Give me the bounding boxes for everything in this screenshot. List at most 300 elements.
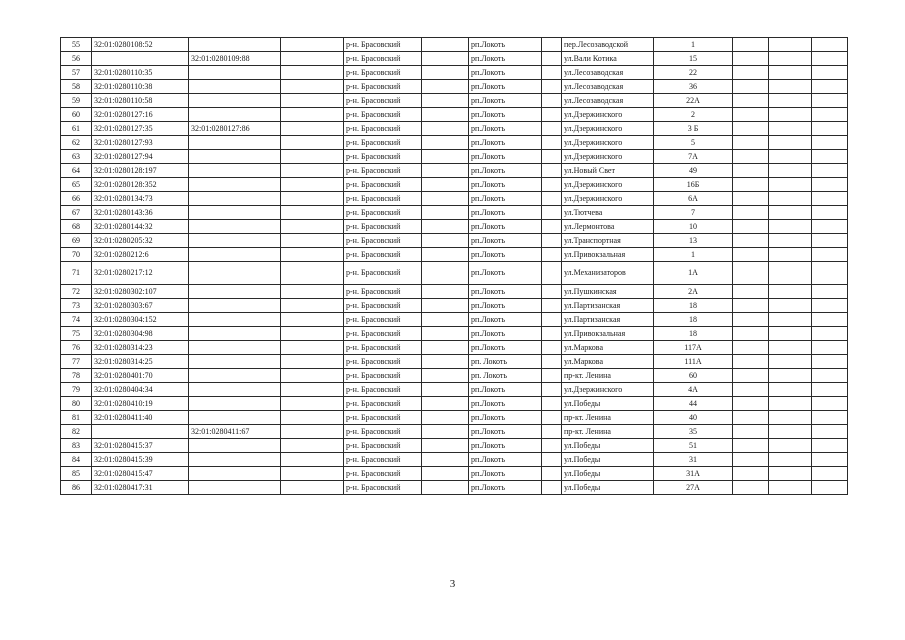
district-name: р-н. Брасовский xyxy=(344,285,422,299)
house-number: 18 xyxy=(654,313,733,327)
empty-cell xyxy=(733,397,769,411)
street-name: ул.Лермонтова xyxy=(562,220,654,234)
row-number: 78 xyxy=(61,369,92,383)
row-number: 80 xyxy=(61,397,92,411)
table-row xyxy=(61,411,848,425)
district-name: р-н. Брасовский xyxy=(344,467,422,481)
house-number: 36 xyxy=(654,80,733,94)
empty-cell xyxy=(281,411,344,425)
table-row xyxy=(61,206,848,220)
house-number: 31А xyxy=(654,467,733,481)
row-number: 84 xyxy=(61,453,92,467)
empty-cell xyxy=(281,453,344,467)
empty-cell xyxy=(733,52,769,66)
district-name: р-н. Брасовский xyxy=(344,94,422,108)
empty-cell xyxy=(542,80,562,94)
empty-cell xyxy=(281,136,344,150)
empty-cell xyxy=(542,164,562,178)
empty-cell xyxy=(733,285,769,299)
empty-cell xyxy=(422,66,469,80)
table-row xyxy=(61,383,848,397)
empty-cell xyxy=(769,327,812,341)
building-cadastral-number xyxy=(189,66,281,80)
district-name: р-н. Брасовский xyxy=(344,262,422,285)
empty-cell xyxy=(812,313,848,327)
empty-cell xyxy=(281,206,344,220)
table-row xyxy=(61,439,848,453)
empty-cell xyxy=(733,369,769,383)
empty-cell xyxy=(422,80,469,94)
cadastral-number: 32:01:0280143:36 xyxy=(92,206,189,220)
settlement-name: рп.Локоть xyxy=(469,285,542,299)
building-cadastral-number xyxy=(189,383,281,397)
table-row xyxy=(61,327,848,341)
empty-cell xyxy=(281,369,344,383)
row-number: 69 xyxy=(61,234,92,248)
house-number: 111А xyxy=(654,355,733,369)
street-name: ул.Транспортная xyxy=(562,234,654,248)
empty-cell xyxy=(542,66,562,80)
empty-cell xyxy=(542,355,562,369)
building-cadastral-number xyxy=(189,467,281,481)
settlement-name: рп.Локоть xyxy=(469,38,542,52)
house-number: 15 xyxy=(654,52,733,66)
building-cadastral-number xyxy=(189,94,281,108)
row-number: 63 xyxy=(61,150,92,164)
settlement-name: рп.Локоть xyxy=(469,164,542,178)
house-number: 60 xyxy=(654,369,733,383)
empty-cell xyxy=(542,425,562,439)
building-cadastral-number xyxy=(189,453,281,467)
empty-cell xyxy=(422,136,469,150)
settlement-name: рп.Локоть xyxy=(469,439,542,453)
empty-cell xyxy=(812,122,848,136)
district-name: р-н. Брасовский xyxy=(344,150,422,164)
building-cadastral-number xyxy=(189,411,281,425)
empty-cell xyxy=(281,108,344,122)
settlement-name: рп.Локоть xyxy=(469,481,542,495)
row-number: 82 xyxy=(61,425,92,439)
row-number: 77 xyxy=(61,355,92,369)
empty-cell xyxy=(769,341,812,355)
empty-cell xyxy=(733,411,769,425)
settlement-name: рп.Локоть xyxy=(469,467,542,481)
district-name: р-н. Брасовский xyxy=(344,52,422,66)
cadastral-number: 32:01:0280110:58 xyxy=(92,94,189,108)
cadastral-number: 32:01:0280128:352 xyxy=(92,178,189,192)
empty-cell xyxy=(281,66,344,80)
empty-cell xyxy=(542,206,562,220)
house-number: 1 xyxy=(654,38,733,52)
empty-cell xyxy=(281,285,344,299)
district-name: р-н. Брасовский xyxy=(344,341,422,355)
house-number: 1 xyxy=(654,248,733,262)
empty-cell xyxy=(769,383,812,397)
empty-cell xyxy=(281,383,344,397)
empty-cell xyxy=(542,383,562,397)
empty-cell xyxy=(422,178,469,192)
settlement-name: рп.Локоть xyxy=(469,383,542,397)
district-name: р-н. Брасовский xyxy=(344,38,422,52)
empty-cell xyxy=(281,425,344,439)
empty-cell xyxy=(422,206,469,220)
empty-cell xyxy=(281,38,344,52)
table-row xyxy=(61,66,848,80)
empty-cell xyxy=(422,108,469,122)
table-row xyxy=(61,164,848,178)
cadastral-number: 32:01:0280415:47 xyxy=(92,467,189,481)
empty-cell xyxy=(769,411,812,425)
house-number: 2А xyxy=(654,285,733,299)
empty-cell xyxy=(542,327,562,341)
row-number: 79 xyxy=(61,383,92,397)
district-name: р-н. Брасовский xyxy=(344,355,422,369)
empty-cell xyxy=(281,178,344,192)
row-number: 70 xyxy=(61,248,92,262)
settlement-name: рп.Локоть xyxy=(469,66,542,80)
building-cadastral-number xyxy=(189,355,281,369)
row-number: 65 xyxy=(61,178,92,192)
empty-cell xyxy=(422,299,469,313)
table-row xyxy=(61,178,848,192)
cadastral-number: 32:01:0280212:6 xyxy=(92,248,189,262)
empty-cell xyxy=(422,383,469,397)
empty-cell xyxy=(422,453,469,467)
table-row xyxy=(61,248,848,262)
empty-cell xyxy=(769,150,812,164)
building-cadastral-number xyxy=(189,313,281,327)
empty-cell xyxy=(769,262,812,285)
building-cadastral-number: 32:01:0280109:88 xyxy=(189,52,281,66)
street-name: ул.Дзержинского xyxy=(562,136,654,150)
table-row xyxy=(61,122,848,136)
cadastral-number: 32:01:0280127:35 xyxy=(92,122,189,136)
empty-cell xyxy=(733,94,769,108)
empty-cell xyxy=(542,234,562,248)
row-number: 74 xyxy=(61,313,92,327)
row-number: 61 xyxy=(61,122,92,136)
house-number: 4А xyxy=(654,383,733,397)
building-cadastral-number xyxy=(189,397,281,411)
empty-cell xyxy=(422,369,469,383)
cadastral-number: 32:01:0280108:52 xyxy=(92,38,189,52)
cadastral-number: 32:01:0280304:152 xyxy=(92,313,189,327)
settlement-name: рп. Локоть xyxy=(469,355,542,369)
empty-cell xyxy=(812,453,848,467)
empty-cell xyxy=(422,150,469,164)
empty-cell xyxy=(733,327,769,341)
empty-cell xyxy=(769,369,812,383)
empty-cell xyxy=(542,136,562,150)
empty-cell xyxy=(281,94,344,108)
street-name: ул.Победы xyxy=(562,453,654,467)
building-cadastral-number xyxy=(189,150,281,164)
empty-cell xyxy=(733,313,769,327)
building-cadastral-number xyxy=(189,38,281,52)
street-name: ул.Маркова xyxy=(562,341,654,355)
empty-cell xyxy=(542,178,562,192)
cadastral-number: 32:01:0280314:23 xyxy=(92,341,189,355)
cadastral-number: 32:01:0280127:94 xyxy=(92,150,189,164)
settlement-name: рп.Локоть xyxy=(469,150,542,164)
empty-cell xyxy=(733,383,769,397)
street-name: пер.Лесозаводской xyxy=(562,38,654,52)
district-name: р-н. Брасовский xyxy=(344,178,422,192)
building-cadastral-number xyxy=(189,439,281,453)
parcel-table xyxy=(60,37,848,495)
row-number: 83 xyxy=(61,439,92,453)
district-name: р-н. Брасовский xyxy=(344,369,422,383)
row-number: 68 xyxy=(61,220,92,234)
settlement-name: рп.Локоть xyxy=(469,327,542,341)
empty-cell xyxy=(422,262,469,285)
district-name: р-н. Брасовский xyxy=(344,66,422,80)
empty-cell xyxy=(422,122,469,136)
building-cadastral-number xyxy=(189,192,281,206)
district-name: р-н. Брасовский xyxy=(344,80,422,94)
empty-cell xyxy=(812,341,848,355)
empty-cell xyxy=(812,192,848,206)
empty-cell xyxy=(733,80,769,94)
empty-cell xyxy=(733,248,769,262)
cadastral-number: 32:01:0280144:32 xyxy=(92,220,189,234)
empty-cell xyxy=(812,80,848,94)
empty-cell xyxy=(812,299,848,313)
district-name: р-н. Брасовский xyxy=(344,122,422,136)
empty-cell xyxy=(542,192,562,206)
table-row xyxy=(61,94,848,108)
empty-cell xyxy=(422,327,469,341)
building-cadastral-number xyxy=(189,285,281,299)
settlement-name: рп.Локоть xyxy=(469,453,542,467)
building-cadastral-number xyxy=(189,299,281,313)
empty-cell xyxy=(422,192,469,206)
building-cadastral-number xyxy=(189,341,281,355)
house-number: 35 xyxy=(654,425,733,439)
empty-cell xyxy=(769,248,812,262)
street-name: ул.Победы xyxy=(562,481,654,495)
empty-cell xyxy=(542,313,562,327)
house-number: 51 xyxy=(654,439,733,453)
settlement-name: рп.Локоть xyxy=(469,411,542,425)
settlement-name: рп.Локоть xyxy=(469,299,542,313)
building-cadastral-number xyxy=(189,206,281,220)
table-row xyxy=(61,220,848,234)
empty-cell xyxy=(812,262,848,285)
row-number: 67 xyxy=(61,206,92,220)
table-row xyxy=(61,262,848,285)
empty-cell xyxy=(733,178,769,192)
table-row xyxy=(61,80,848,94)
row-number: 58 xyxy=(61,80,92,94)
table-row xyxy=(61,481,848,495)
empty-cell xyxy=(422,467,469,481)
cadastral-number: 32:01:0280404:34 xyxy=(92,383,189,397)
empty-cell xyxy=(281,234,344,248)
table-row xyxy=(61,38,848,52)
empty-cell xyxy=(542,411,562,425)
settlement-name: рп.Локоть xyxy=(469,397,542,411)
empty-cell xyxy=(812,355,848,369)
empty-cell xyxy=(733,341,769,355)
empty-cell xyxy=(733,192,769,206)
building-cadastral-number xyxy=(189,108,281,122)
empty-cell xyxy=(733,481,769,495)
empty-cell xyxy=(422,164,469,178)
empty-cell xyxy=(542,467,562,481)
settlement-name: рп.Локоть xyxy=(469,248,542,262)
settlement-name: рп.Локоть xyxy=(469,262,542,285)
cadastral-number: 32:01:0280127:93 xyxy=(92,136,189,150)
empty-cell xyxy=(769,285,812,299)
settlement-name: рп.Локоть xyxy=(469,220,542,234)
building-cadastral-number xyxy=(189,369,281,383)
building-cadastral-number: 32:01:0280127:86 xyxy=(189,122,281,136)
empty-cell xyxy=(769,192,812,206)
building-cadastral-number xyxy=(189,481,281,495)
table-row xyxy=(61,425,848,439)
cadastral-number: 32:01:0280110:35 xyxy=(92,66,189,80)
empty-cell xyxy=(812,481,848,495)
house-number: 40 xyxy=(654,411,733,425)
empty-cell xyxy=(281,313,344,327)
building-cadastral-number xyxy=(189,136,281,150)
empty-cell xyxy=(281,262,344,285)
empty-cell xyxy=(812,411,848,425)
table-row xyxy=(61,453,848,467)
empty-cell xyxy=(733,108,769,122)
empty-cell xyxy=(769,52,812,66)
street-name: ул.Дзержинского xyxy=(562,178,654,192)
district-name: р-н. Брасовский xyxy=(344,234,422,248)
cadastral-number: 32:01:0280303:67 xyxy=(92,299,189,313)
empty-cell xyxy=(733,467,769,481)
empty-cell xyxy=(733,355,769,369)
empty-cell xyxy=(812,206,848,220)
empty-cell xyxy=(281,220,344,234)
row-number: 56 xyxy=(61,52,92,66)
empty-cell xyxy=(812,52,848,66)
street-name: ул.Тютчева xyxy=(562,206,654,220)
empty-cell xyxy=(769,108,812,122)
street-name: ул.Партизанская xyxy=(562,299,654,313)
house-number: 27А xyxy=(654,481,733,495)
street-name: ул.Дзержинского xyxy=(562,108,654,122)
empty-cell xyxy=(281,248,344,262)
settlement-name: рп.Локоть xyxy=(469,108,542,122)
empty-cell xyxy=(812,108,848,122)
district-name: р-н. Брасовский xyxy=(344,192,422,206)
street-name: ул.Лесозаводская xyxy=(562,80,654,94)
district-name: р-н. Брасовский xyxy=(344,248,422,262)
cadastral-number: 32:01:0280314:25 xyxy=(92,355,189,369)
street-name: пр-кт. Ленина xyxy=(562,411,654,425)
cadastral-number: 32:01:0280302:107 xyxy=(92,285,189,299)
empty-cell xyxy=(281,52,344,66)
empty-cell xyxy=(542,453,562,467)
house-number: 18 xyxy=(654,327,733,341)
empty-cell xyxy=(812,425,848,439)
table-row xyxy=(61,299,848,313)
empty-cell xyxy=(733,38,769,52)
cadastral-number xyxy=(92,425,189,439)
empty-cell xyxy=(812,220,848,234)
empty-cell xyxy=(733,453,769,467)
cadastral-number: 32:01:0280415:39 xyxy=(92,453,189,467)
empty-cell xyxy=(733,136,769,150)
house-number: 18 xyxy=(654,299,733,313)
street-name: ул.Дзержинского xyxy=(562,122,654,136)
empty-cell xyxy=(281,481,344,495)
empty-cell xyxy=(542,94,562,108)
cadastral-number: 32:01:0280417:31 xyxy=(92,481,189,495)
house-number: 22А xyxy=(654,94,733,108)
settlement-name: рп.Локоть xyxy=(469,136,542,150)
street-name: ул.Партизанская xyxy=(562,313,654,327)
street-name: ул.Вали Котика xyxy=(562,52,654,66)
row-number: 71 xyxy=(61,262,92,285)
cadastral-number: 32:01:0280205:32 xyxy=(92,234,189,248)
empty-cell xyxy=(422,341,469,355)
empty-cell xyxy=(812,150,848,164)
row-number: 72 xyxy=(61,285,92,299)
street-name: ул.Дзержинского xyxy=(562,150,654,164)
row-number: 73 xyxy=(61,299,92,313)
empty-cell xyxy=(769,66,812,80)
empty-cell xyxy=(733,206,769,220)
district-name: р-н. Брасовский xyxy=(344,425,422,439)
empty-cell xyxy=(769,206,812,220)
empty-cell xyxy=(812,164,848,178)
empty-cell xyxy=(733,425,769,439)
empty-cell xyxy=(812,248,848,262)
row-number: 64 xyxy=(61,164,92,178)
building-cadastral-number xyxy=(189,327,281,341)
empty-cell xyxy=(542,150,562,164)
cadastral-number: 32:01:0280415:37 xyxy=(92,439,189,453)
street-name: ул.Победы xyxy=(562,467,654,481)
empty-cell xyxy=(422,313,469,327)
house-number: 1А xyxy=(654,262,733,285)
district-name: р-н. Брасовский xyxy=(344,206,422,220)
empty-cell xyxy=(422,481,469,495)
empty-cell xyxy=(542,481,562,495)
empty-cell xyxy=(542,285,562,299)
row-number: 55 xyxy=(61,38,92,52)
district-name: р-н. Брасовский xyxy=(344,136,422,150)
empty-cell xyxy=(812,234,848,248)
empty-cell xyxy=(769,299,812,313)
settlement-name: рп.Локоть xyxy=(469,52,542,66)
row-number: 81 xyxy=(61,411,92,425)
empty-cell xyxy=(812,397,848,411)
settlement-name: рп.Локоть xyxy=(469,425,542,439)
settlement-name: рп.Локоть xyxy=(469,80,542,94)
empty-cell xyxy=(769,481,812,495)
empty-cell xyxy=(812,327,848,341)
empty-cell xyxy=(769,355,812,369)
building-cadastral-number: 32:01:0280411:67 xyxy=(189,425,281,439)
empty-cell xyxy=(422,439,469,453)
district-name: р-н. Брасовский xyxy=(344,439,422,453)
empty-cell xyxy=(733,262,769,285)
empty-cell xyxy=(542,108,562,122)
empty-cell xyxy=(281,467,344,481)
empty-cell xyxy=(542,397,562,411)
empty-cell xyxy=(769,425,812,439)
table-row xyxy=(61,150,848,164)
empty-cell xyxy=(769,136,812,150)
